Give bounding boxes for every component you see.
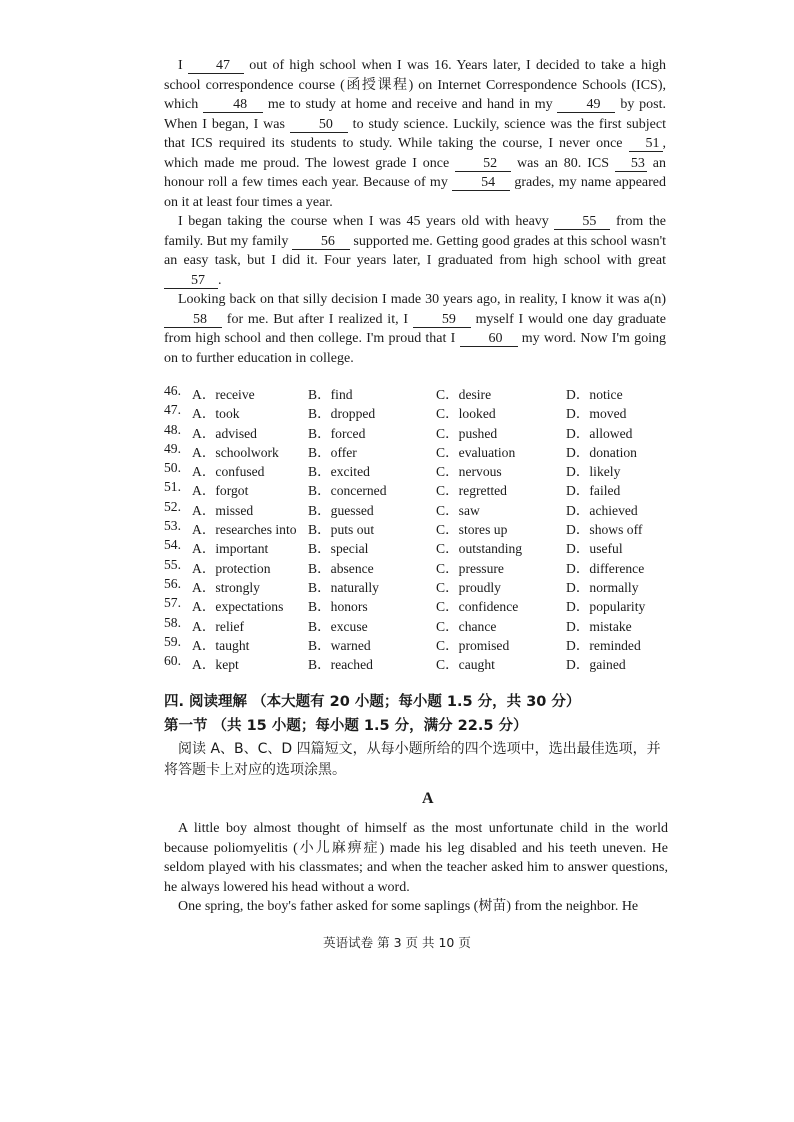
- option-row: 46. A．receive B．find C．desire D．notice: [164, 383, 623, 402]
- option-row: 52. A．missed B．guessed C．saw D．achieved: [164, 498, 638, 518]
- option-row: 48. A．advised B．forced C．pushed D．allowed: [164, 421, 633, 441]
- option-row: 55. A．protection B．absence C．pressure D．difference: [164, 556, 645, 576]
- section-instruction: 阅读 A、B、C、D 四篇短文，从每小题所给的四个选项中，选出最佳选项，并将答题卡上对应的选项涂黑。: [164, 741, 661, 778]
- blank-55: 55: [554, 214, 610, 230]
- cloze-paragraph-3: Looking back on that silly decision I made 30 years ago, in reality, I know it was a(n) 58 for me. But after I realized it, I 59 myself I would one day graduate from high school and then college. I'm proud that I 60 my word. Now I'm going on to further education in college.: [164, 292, 666, 366]
- blank-50: 50: [290, 117, 348, 133]
- section-heading: 四. 阅读理解 （本大题有 20 小题；每小题 1.5 分，共 30 分）: [164, 694, 581, 710]
- option-row: 57. A．expectations B．honors C．confidence D．popularity: [164, 595, 646, 615]
- option-row: 51. A．forgot B．concerned C．regretted D．failed: [164, 479, 621, 499]
- blank-51: 51: [629, 136, 663, 152]
- blank-47: 47: [188, 58, 244, 74]
- option-row: 47. A．took B．dropped C．looked D．moved: [164, 402, 627, 422]
- passage-a: [164, 819, 668, 917]
- subsection-heading: 第一节 （共 15 小题；每小题 1.5 分，满分 22.5 分）: [164, 718, 528, 734]
- blank-57: 57: [164, 273, 218, 289]
- cloze-passage: [164, 56, 666, 368]
- blank-59: 59: [413, 312, 471, 328]
- blank-54: 54: [452, 175, 510, 191]
- blank-53: 53: [615, 156, 647, 172]
- blank-60: 60: [460, 331, 518, 347]
- blank-56: 56: [292, 234, 350, 250]
- passage-a-paragraph-2: One spring, the boy's father asked for some saplings (树苗) from the neighbor. He: [178, 899, 639, 914]
- cloze-paragraph-2: I began taking the course when I was 45 years old with heavy 55 from the family. But my family 56 supported me. Getting good grades at this school wasn't an easy task, but I did it. Four years later, I graduated from high school with great 57 .: [164, 214, 666, 288]
- options-list: [164, 383, 684, 672]
- page-footer: 英语试卷 第 3 页 共 10 页: [323, 935, 471, 950]
- blank-58: 58: [164, 312, 222, 328]
- blank-49: 49: [557, 97, 615, 113]
- option-row: 54. A．important B．special C．outstanding D．useful: [164, 537, 623, 557]
- blank-52: 52: [455, 156, 511, 172]
- passage-a-paragraph-1: A little boy almost thought of himself as the most unfortunate child in the world because poliomyelitis (小儿麻痹症) made his leg disabled and his teeth uneven. He seldom played with his classmates; and when the teacher asked him to answer questions, he always lowered his head without a word.: [164, 821, 668, 895]
- cloze-paragraph-1: I 47 out of high school when I was 16. Years later, I decided to take a high school correspondence course (函授课程) on Internet Correspondence Schools (ICS), which 48 me to study at home and receive and hand in my 49 by post. When I began, I was 50 to study science. Luckily, science was the first subject that ICS required its students to study. While taking the course, I never once 51 , which made me proud. The lowest grade I once 52 was an 80. ICS 53 an honour roll a few times each year. Because of my 54 grades, my name appeared on it at least four times a year.: [164, 58, 667, 210]
- option-row: 50. A．confused B．excited C．nervous D．likely: [164, 460, 621, 480]
- passage-label: A: [422, 790, 434, 807]
- option-row: 58. A．relief B．excuse C．chance D．mistake: [164, 614, 632, 634]
- option-row: 53. A．researches into B．puts out C．stores up D．shows off: [164, 518, 643, 538]
- option-row: 60. A．kept B．reached C．caught D．gained: [164, 653, 626, 673]
- option-row: 59. A．taught B．warned C．promised D．reminded: [164, 633, 641, 653]
- option-row: 56. A．strongly B．naturally C．proudly D．normally: [164, 575, 639, 595]
- option-row: 49. A．schoolwork B．offer C．evaluation D．donation: [164, 440, 637, 460]
- blank-48: 48: [203, 97, 263, 113]
